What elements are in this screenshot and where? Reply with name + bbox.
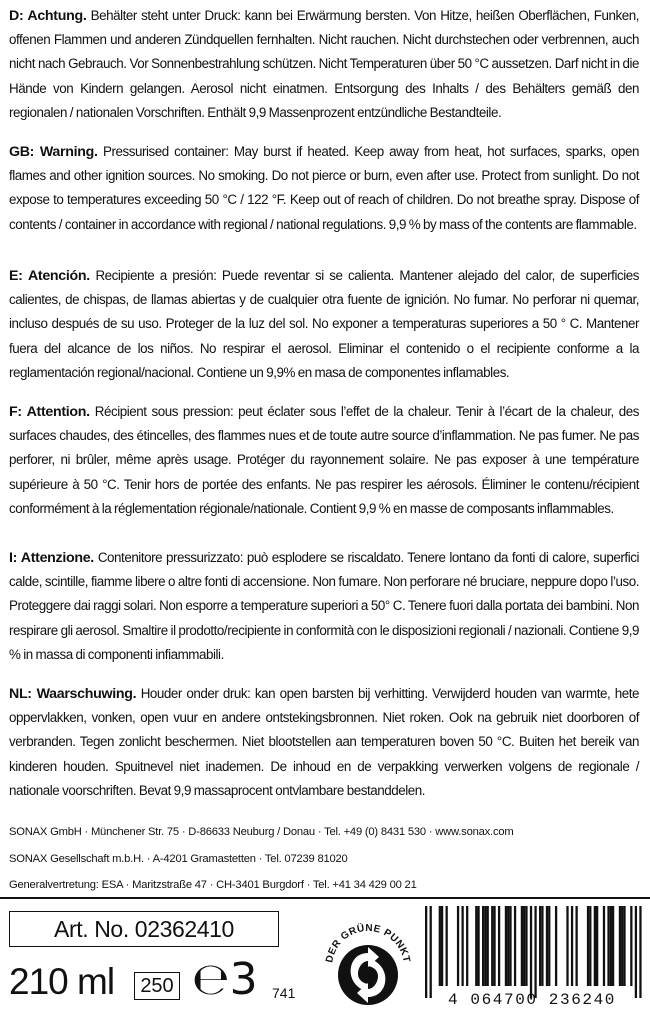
divider xyxy=(0,897,650,899)
barcode-bar xyxy=(477,906,479,986)
warning-label: F: Attention. xyxy=(9,404,90,420)
barcode-bar xyxy=(612,906,614,986)
address-sonax-austria: SONAX Gesellschaft m.b.H. · A-4201 Gramastetten · Tel. 07239 81020 xyxy=(9,853,348,865)
barcode-bar xyxy=(596,906,598,986)
barcode-bar xyxy=(607,906,609,986)
packaging-number: 250 xyxy=(134,972,180,1000)
estimated-sign: ℮3 xyxy=(192,954,258,1005)
warning-text: Behälter steht unter Druck: kann bei Erwärmung bersten. Von Hitze, heißen Oberflächen, Funken, offenen Flammen und anderen Zündquellen fernhalten. Nicht rauchen. Nicht durchstechen oder verbrennen, auch nicht nach Gebrauch. Vor Sonnenbestrahlung schützen. Nicht Temperaturen über 50 °C aussetzen. Darf nicht in die Hände von Kindern gelangen. Aerosol nicht einatmen. Entsorgung des Inhalts / des Behälters gemäß den regionalen / nationalen Vorschriften. Enthält 9,9 Massenprozent entzündliche Bestandteile. xyxy=(9,8,640,120)
barcode-bar xyxy=(635,906,637,998)
barcode-bar xyxy=(491,906,493,986)
barcode-bar xyxy=(466,906,468,986)
warning-text: Pressurised container: May burst if heated. Keep away from heat, hot surfaces, sparks, open flames and other ignition sources. No smoking. Do not pierce or burn, even after use. Protect from sunlight. Do not expose to temperatures exceeding 50 °C / 122 °F. Keep out of reach of children. Do not breathe spray. Dispose of contents / container in accordance with regional / national regulations. 9,9 % by mass of the contents are flammable. xyxy=(9,144,639,232)
article-number: Art. No. 02362410 xyxy=(9,911,279,947)
warning-label: NL: Waarschuwing. xyxy=(9,686,137,702)
barcode-bar xyxy=(425,906,427,998)
warning-label: D: Achtung. xyxy=(9,8,87,24)
barcode-number: 4 064700 236240 xyxy=(447,991,617,1009)
barcode-bar xyxy=(539,906,541,986)
barcode-bar xyxy=(509,906,511,986)
barcode-bar xyxy=(525,906,527,986)
address-sonax-gmbh: SONAX GmbH · Münchener Str. 75 · D-86633 Neuburg / Donau · Tel. +49 (0) 8431 530 · www.sonax.com xyxy=(9,826,514,838)
barcode-bar xyxy=(623,906,625,986)
volume: 210 ml xyxy=(9,961,115,1002)
barcode-bar xyxy=(555,906,557,986)
barcode-bar xyxy=(493,906,495,986)
warning-english xyxy=(9,140,639,237)
address-swiss-representative: Generalvertretung: ESA · Maritzstraße 47 · CH-3401 Burgdorf · Tel. +41 34 429 00 21 xyxy=(9,879,417,891)
warning-text: Contenitore pressurizzato: può esplodere se riscaldato. Tenere lontano da fonti di calore, superfici calde, scintille, fiamme libere o altre fonti di accensione. Non fumare. Non perforare né bruciare, neppure dopo l’uso. Proteggere dai raggi solari. Non esporre a temperature superiori a 50° C. Tenere fuori dalla portata dei bambini. Non respirare gli aerosol. Smaltire il prodotto/recipiente in conformità con le disposizioni regionali / nazionali. Contiene 9,9 % in massa di componenti infiammabili. xyxy=(9,550,639,662)
warning-spanish xyxy=(9,264,639,385)
warning-text: Houder onder druk: kan open barsten bij verhitting. Verwijderd houden van warmte, hete oppervlakken, vonken, open vuur en andere ontstekingsbronnen. Niet roken. Ook na gebruik niet doorboren of verbranden. Tegen zonlicht beschermen. Niet blootstellen aan temperaturen boven 50 °C. Buiten het bereik van kinderen houden. Spuitnevel niet inademen. De inhoud en de verpakking verwerken volgens de regionale / nationale voorschriften. Bevat 9,9 massaprocent ontvlambare bestanddelen. xyxy=(9,686,639,798)
barcode-bar xyxy=(482,906,484,986)
barcode-bar xyxy=(457,906,459,986)
barcode-bar xyxy=(446,906,448,986)
green-dot-label: DER GRÜNE PUNKT xyxy=(324,922,412,964)
barcode-bar xyxy=(514,906,516,986)
barcode-bar xyxy=(566,906,568,986)
barcode-bar xyxy=(523,906,525,986)
barcode-bar xyxy=(571,906,573,986)
estimated-code: 741 xyxy=(272,985,296,1001)
warning-dutch xyxy=(9,682,639,803)
barcode-bar xyxy=(541,906,543,986)
green-dot-icon xyxy=(318,913,418,1013)
barcode-bar xyxy=(639,906,641,998)
warning-text: Récipient sous pression: peut éclater sous l’effet de la chaleur. Tenir à l’écart de la chaleur, des surfaces chaudes, des étincelles, des flammes nues et de toute autre source d’inflammation. Ne pas fumer. Ne pas perforer, ni brûler, même après usage. Protéger du rayonnement solaire. Ne pas exposer à une température supérieure à 50 °C. Tenir hors de portée des enfants. Ne pas respirer les aérosols. Éliminer le contenu/récipient conformément à la réglementation régionale/nationale. Contient 9,9 % en masse de composants inflammables. xyxy=(9,404,639,516)
barcode-bar xyxy=(498,906,500,986)
barcode-bar xyxy=(507,906,509,986)
warning-text: Recipiente a presión: Puede reventar si se calienta. Mantener alejado del calor, de superficies calientes, de chispas, de llamas abiertas y de cualquier otra fuente de ignición. No fumar. No perforar ni quemar, incluso después de su uso. Proteger de la luz del sol. No exponer a temperaturas superiores a 50 ° C. Mantener fuera del alcance de los niños. No respirar el aerosol. Eliminar el contenido o el recipiente conforme a la reglamentación regional/nacional. Contiene un 9,9% en masa de componentes inflamables. xyxy=(9,268,639,380)
barcode-bar xyxy=(521,906,523,986)
barcode-bar xyxy=(603,906,605,986)
barcode-bar xyxy=(534,906,536,998)
warning-french xyxy=(9,400,639,521)
barcode-bar xyxy=(619,906,621,986)
barcode-bar xyxy=(575,906,577,986)
barcode-bar xyxy=(621,906,623,986)
barcode-bar xyxy=(461,906,463,986)
barcode-bar xyxy=(439,906,441,986)
barcode-bar xyxy=(475,906,477,986)
barcode-bar xyxy=(589,906,591,986)
barcode-bar xyxy=(548,906,550,986)
barcode-bar xyxy=(441,906,443,986)
warning-label: I: Attenzione. xyxy=(9,550,94,566)
barcode-bar xyxy=(587,906,589,986)
barcode-bar xyxy=(546,906,548,986)
warning-label: E: Atención. xyxy=(9,268,90,284)
barcode-bar xyxy=(430,906,432,998)
warning-german xyxy=(9,4,639,125)
barcode-bar xyxy=(484,906,486,986)
barcode-bar xyxy=(487,906,489,986)
warning-label: GB: Warning. xyxy=(9,144,98,160)
barcode-bar xyxy=(505,906,507,986)
warning-italian xyxy=(9,546,639,667)
barcode-bar xyxy=(630,906,632,986)
barcode-bar xyxy=(594,906,596,986)
barcode-bar xyxy=(610,906,612,986)
barcode-bar xyxy=(530,906,532,998)
